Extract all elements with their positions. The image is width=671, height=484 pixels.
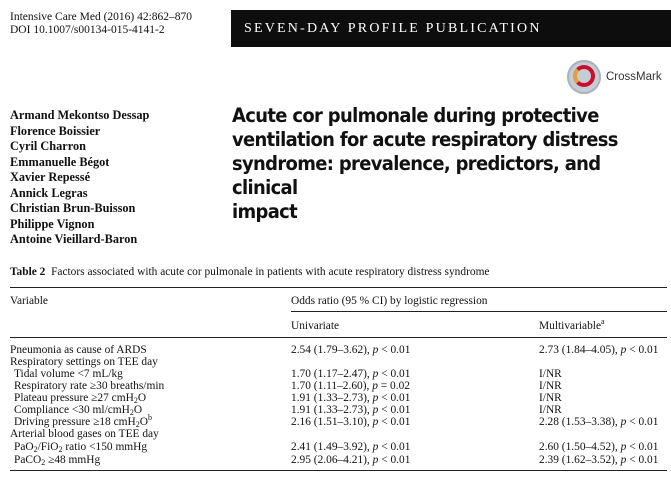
title-line: impact (232, 200, 298, 223)
row-label: Respiratory rate ≥30 breaths/min (14, 380, 165, 392)
title-line: ventilation for acute respiratory distress (232, 128, 618, 151)
multivariable-value: I/NR (539, 404, 562, 416)
row-group-label: Arterial blood gases on TEE day (10, 428, 159, 440)
title-line: syndrome: prevalence, predictors, and clinical (232, 152, 601, 199)
table-header-rule (10, 337, 667, 338)
univariate-value: 2.54 (1.79–3.62), p < 0.01 (291, 344, 411, 356)
row-label: PaCO$_2$ ≥48 mmHg (14, 454, 101, 467)
row-label: Tidal volume <7 mL/kg (14, 368, 123, 380)
univariate-value: 1.91 (1.33–2.73), p < 0.01 (291, 392, 411, 404)
publication-banner: SEVEN-DAY PROFILE PUBLICATION (231, 10, 671, 47)
title-line: Acute cor pulmonale during protective (232, 104, 599, 127)
author: Emmanuelle Bégot (10, 154, 110, 169)
col-header-multivariable-text: Multivariable (539, 320, 601, 332)
author: Annick Legras (10, 185, 88, 200)
author: Philippe Vignon (10, 216, 95, 231)
author: Christian Brun-Buisson (10, 201, 136, 215)
univariate-value: 2.95 (2.06–4.21), p < 0.01 (291, 454, 411, 466)
author: Xavier Repessé (10, 170, 91, 184)
multivariable-value: 2.60 (1.50–4.52), p < 0.01 (539, 441, 659, 453)
row-group-label: Respiratory settings on TEE day (10, 356, 158, 368)
col-header-odds-ratio: Odds ratio (95 % CI) by logistic regression (291, 295, 488, 307)
row-label: Driving pressure ≥18 $cmH_2O^b$ (14, 413, 152, 429)
multivariable-value: 2.73 (1.84–4.05), p < 0.01 (539, 344, 659, 356)
multivariable-value: 2.39 (1.62–3.52), p < 0.01 (539, 454, 659, 466)
table-bottom-rule (10, 470, 667, 471)
author: Antoine Vieillard-Baron (10, 232, 138, 246)
author: Cyril Charron (10, 139, 86, 153)
univariate-value: 2.41 (1.49–3.92), p < 0.01 (291, 441, 411, 453)
table-label: Table 2 (10, 266, 46, 278)
univariate-value: 1.70 (1.17–2.47), p < 0.01 (291, 368, 411, 380)
table-group-rule (291, 311, 667, 312)
journal-citation-block (10, 11, 192, 37)
table-caption (10, 266, 489, 278)
crossmark-icon (567, 60, 601, 94)
footnote-marker: b (147, 413, 152, 422)
multivariable-value: I/NR (539, 392, 562, 404)
article-title (232, 104, 637, 224)
table-caption-text: Factors associated with acute cor pulmonale in patients with acute respiratory distress syndrome (51, 266, 490, 278)
crossmark-badge[interactable] (567, 60, 662, 94)
author-list (10, 108, 149, 248)
table-top-rule (10, 287, 667, 288)
journal-citation: Intensive Care Med (2016) 42:862–870 (10, 11, 193, 23)
row-label: Pneumonia as cause of ARDS (10, 344, 147, 356)
col-header-univariate: Univariate (291, 320, 340, 332)
row-label: Plateau pressure ≥27 cmH$_2$O (14, 392, 147, 405)
crossmark-label: CrossMark (606, 71, 662, 83)
author: Armand Mekontso Dessap (10, 108, 150, 122)
multivariable-value: 2.28 (1.53–3.38), p < 0.01 (539, 416, 659, 428)
multivariable-value: I/NR (539, 368, 562, 380)
journal-doi: DOI 10.1007/s00134-015-4141-2 (10, 24, 165, 36)
footnote-marker: a (601, 317, 605, 326)
col-header-multivariable (539, 317, 605, 333)
univariate-value: 1.70 (1.11–2.60), p = 0.02 (291, 380, 410, 392)
univariate-value: 1.91 (1.33–2.73), p < 0.01 (291, 404, 411, 416)
multivariable-value: I/NR (539, 380, 562, 392)
author: Florence Boissier (10, 123, 101, 138)
col-header-variable: Variable (10, 295, 48, 307)
univariate-value: 2.16 (1.51–3.10), p < 0.01 (291, 416, 411, 428)
row-label: PaO$_2$/FiO$_2$ ratio <150 mmHg (14, 441, 148, 454)
row-label: Compliance <30 ml/cmH$_2$O (14, 404, 143, 417)
